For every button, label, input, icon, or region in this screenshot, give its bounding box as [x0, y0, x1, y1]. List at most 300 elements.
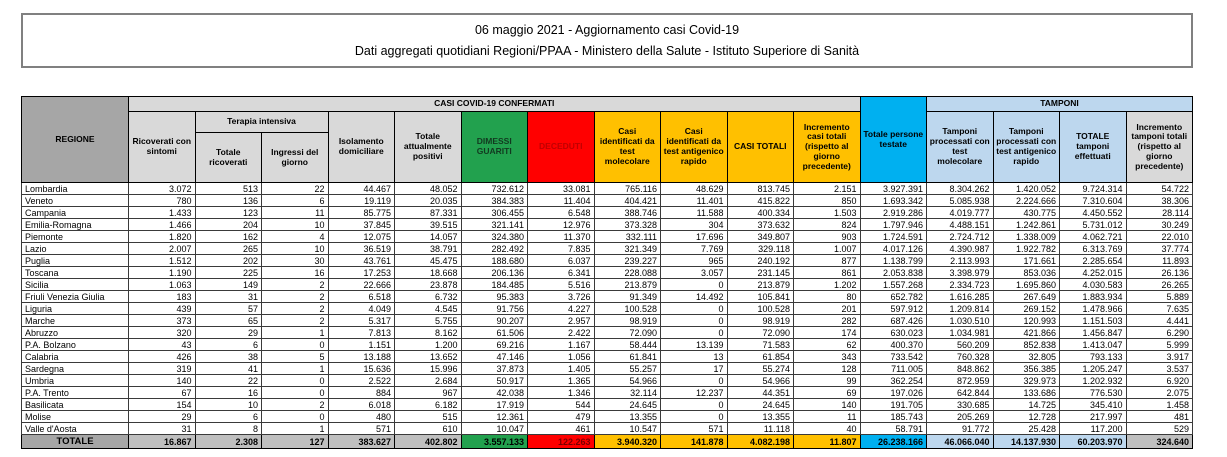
value-cell: 11.118 — [727, 423, 794, 435]
value-cell: 7.835 — [528, 243, 595, 255]
table-row — [22, 423, 1193, 435]
value-cell: 6 — [195, 339, 262, 351]
value-cell: 18.668 — [395, 267, 462, 279]
value-cell: 225 — [195, 267, 262, 279]
value-cell: 3.398.979 — [927, 267, 994, 279]
value-cell: 15.996 — [395, 363, 462, 375]
value-cell: 1.138.799 — [860, 255, 927, 267]
region-cell: Emilia-Romagna — [22, 219, 129, 231]
value-cell: 162 — [195, 231, 262, 243]
table-row — [22, 195, 1193, 207]
value-cell: 0 — [661, 279, 728, 291]
value-cell: 47.146 — [461, 351, 528, 363]
value-cell: 760.328 — [927, 351, 994, 363]
value-cell: 26.265 — [1126, 279, 1193, 291]
value-cell: 38.791 — [395, 243, 462, 255]
total-value-cell: 14.137.930 — [993, 435, 1060, 449]
value-cell: 13.188 — [328, 351, 395, 363]
value-cell: 1.190 — [129, 267, 196, 279]
total-value-cell: 4.082.198 — [727, 435, 794, 449]
value-cell: 5.999 — [1126, 339, 1193, 351]
value-cell: 6.341 — [528, 267, 595, 279]
value-cell: 571 — [661, 423, 728, 435]
value-cell: 0 — [262, 375, 329, 387]
value-cell: 967 — [395, 387, 462, 399]
value-cell: 69.216 — [461, 339, 528, 351]
header-incremento-casi: Incremento casi totali (rispetto al giorno precedente) — [794, 112, 861, 183]
value-cell: 98.919 — [727, 315, 794, 327]
header-ricoverati-sintomi: Ricoverati con sintomi — [129, 112, 196, 183]
value-cell: 0 — [661, 399, 728, 411]
value-cell: 65 — [195, 315, 262, 327]
value-cell: 140 — [794, 399, 861, 411]
value-cell: 12.237 — [661, 387, 728, 399]
value-cell: 0 — [262, 411, 329, 423]
value-cell: 2 — [262, 303, 329, 315]
value-cell: 2.422 — [528, 327, 595, 339]
value-cell: 529 — [1126, 423, 1193, 435]
header-deceduti: DECEDUTI — [528, 112, 595, 183]
value-cell: 43 — [129, 339, 196, 351]
value-cell: 345.410 — [1060, 399, 1127, 411]
value-cell: 50.917 — [461, 375, 528, 387]
table-row — [22, 339, 1193, 351]
value-cell: 4.545 — [395, 303, 462, 315]
region-cell: Toscana — [22, 267, 129, 279]
region-cell: Basilicata — [22, 399, 129, 411]
region-cell: Sicilia — [22, 279, 129, 291]
value-cell: 26.136 — [1126, 267, 1193, 279]
value-cell: 22.010 — [1126, 231, 1193, 243]
value-cell: 0 — [661, 315, 728, 327]
value-cell: 11.404 — [528, 195, 595, 207]
value-cell: 11 — [794, 411, 861, 423]
value-cell: 1 — [262, 363, 329, 375]
value-cell: 321.141 — [461, 219, 528, 231]
total-value-cell: 46.066.040 — [927, 435, 994, 449]
value-cell: 29 — [129, 411, 196, 423]
value-cell: 6.548 — [528, 207, 595, 219]
value-cell: 1.346 — [528, 387, 595, 399]
value-cell: 2 — [262, 315, 329, 327]
value-cell: 630.023 — [860, 327, 927, 339]
value-cell: 1.167 — [528, 339, 595, 351]
value-cell: 404.421 — [594, 195, 661, 207]
value-cell: 213.879 — [727, 279, 794, 291]
value-cell: 6.037 — [528, 255, 595, 267]
value-cell: 349.807 — [727, 231, 794, 243]
value-cell: 13.139 — [661, 339, 728, 351]
value-cell: 1.034.981 — [927, 327, 994, 339]
value-cell: 24.645 — [727, 399, 794, 411]
value-cell: 87.331 — [395, 207, 462, 219]
value-cell: 13.355 — [727, 411, 794, 423]
value-cell: 400.334 — [727, 207, 794, 219]
value-cell: 5.889 — [1126, 291, 1193, 303]
table-row — [22, 303, 1193, 315]
value-cell: 117.200 — [1060, 423, 1127, 435]
value-cell: 373.632 — [727, 219, 794, 231]
value-cell: 6 — [195, 411, 262, 423]
value-cell: 0 — [661, 375, 728, 387]
value-cell: 1.456.847 — [1060, 327, 1127, 339]
value-cell: 28.114 — [1126, 207, 1193, 219]
value-cell: 48.629 — [661, 183, 728, 195]
value-cell: 5.755 — [395, 315, 462, 327]
value-cell: 19.119 — [328, 195, 395, 207]
value-cell: 1.922.782 — [993, 243, 1060, 255]
total-value-cell: 16.867 — [129, 435, 196, 449]
value-cell: 3.537 — [1126, 363, 1193, 375]
total-value-cell: 383.627 — [328, 435, 395, 449]
value-cell: 479 — [528, 411, 595, 423]
value-cell: 3.057 — [661, 267, 728, 279]
value-cell: 90.207 — [461, 315, 528, 327]
value-cell: 36.519 — [328, 243, 395, 255]
region-cell: Calabria — [22, 351, 129, 363]
value-cell: 267.649 — [993, 291, 1060, 303]
value-cell: 22.666 — [328, 279, 395, 291]
header-casi-test-antigenico: Casi identificati da test antigenico rapido — [661, 112, 728, 183]
value-cell: 0 — [262, 339, 329, 351]
value-cell: 1.616.285 — [927, 291, 994, 303]
value-cell: 0 — [262, 387, 329, 399]
value-cell: 793.133 — [1060, 351, 1127, 363]
value-cell: 61.854 — [727, 351, 794, 363]
value-cell: 765.116 — [594, 183, 661, 195]
value-cell: 4.450.552 — [1060, 207, 1127, 219]
value-cell: 850 — [794, 195, 861, 207]
value-cell: 430.775 — [993, 207, 1060, 219]
value-cell: 4.441 — [1126, 315, 1193, 327]
value-cell: 571 — [328, 423, 395, 435]
value-cell: 20.035 — [395, 195, 462, 207]
value-cell: 324.380 — [461, 231, 528, 243]
value-cell: 133.686 — [993, 387, 1060, 399]
value-cell: 1.242.861 — [993, 219, 1060, 231]
header-casi-test-molecolare: Casi identificati da test molecolare — [594, 112, 661, 183]
value-cell: 1 — [262, 327, 329, 339]
value-cell: 149 — [195, 279, 262, 291]
value-cell: 282 — [794, 315, 861, 327]
value-cell: 37.845 — [328, 219, 395, 231]
value-cell: 1.466 — [129, 219, 196, 231]
report-subtitle: Dati aggregati quotidiani Regioni/PPAA - Ministero della Salute - Istituto Superiore di Sanità — [354, 44, 860, 58]
value-cell: 8 — [195, 423, 262, 435]
value-cell: 1.365 — [528, 375, 595, 387]
value-cell: 91.349 — [594, 291, 661, 303]
value-cell: 306.455 — [461, 207, 528, 219]
value-cell: 71.583 — [727, 339, 794, 351]
value-cell: 80 — [794, 291, 861, 303]
value-cell: 12.361 — [461, 411, 528, 423]
value-cell: 12.728 — [993, 411, 1060, 423]
value-cell: 184.485 — [461, 279, 528, 291]
header-terapia-intensiva: Terapia intensiva — [195, 112, 328, 133]
value-cell: 62 — [794, 339, 861, 351]
value-cell: 0 — [661, 303, 728, 315]
value-cell: 848.862 — [927, 363, 994, 375]
value-cell: 10.047 — [461, 423, 528, 435]
value-cell: 5.317 — [328, 315, 395, 327]
value-cell: 191.705 — [860, 399, 927, 411]
value-cell: 687.426 — [860, 315, 927, 327]
table-row — [22, 351, 1193, 363]
value-cell: 1.557.268 — [860, 279, 927, 291]
table-row — [22, 219, 1193, 231]
value-cell: 6.518 — [328, 291, 395, 303]
value-cell: 72.090 — [727, 327, 794, 339]
value-cell: 362.254 — [860, 375, 927, 387]
value-cell: 16 — [262, 267, 329, 279]
value-cell: 6.920 — [1126, 375, 1193, 387]
value-cell: 439 — [129, 303, 196, 315]
table-row — [22, 267, 1193, 279]
value-cell: 91.756 — [461, 303, 528, 315]
value-cell: 6.290 — [1126, 327, 1193, 339]
banner-tamponi: TAMPONI — [927, 97, 1193, 112]
value-cell: 41 — [195, 363, 262, 375]
value-cell: 1.202.932 — [1060, 375, 1127, 387]
value-cell: 22 — [262, 183, 329, 195]
covid-data-table — [21, 96, 1193, 449]
header-incremento-tamponi: Incremento tamponi totali (rispetto al giorno precedente) — [1126, 112, 1193, 183]
value-cell: 11.893 — [1126, 255, 1193, 267]
region-cell: P.A. Trento — [22, 387, 129, 399]
value-cell: 1.512 — [129, 255, 196, 267]
report-title-box — [21, 13, 1193, 68]
value-cell: 183 — [129, 291, 196, 303]
value-cell: 4.030.583 — [1060, 279, 1127, 291]
table-row — [22, 327, 1193, 339]
value-cell: 1.202 — [794, 279, 861, 291]
value-cell: 58.791 — [860, 423, 927, 435]
value-cell: 480 — [328, 411, 395, 423]
value-cell: 872.959 — [927, 375, 994, 387]
value-cell: 30 — [262, 255, 329, 267]
value-cell: 16 — [195, 387, 262, 399]
value-cell: 44.467 — [328, 183, 395, 195]
value-cell: 1.503 — [794, 207, 861, 219]
value-cell: 1.478.966 — [1060, 303, 1127, 315]
header-ingressi-giorno: Ingressi del giorno — [262, 133, 329, 183]
header-persone-testate: Totale persone testate — [860, 97, 927, 183]
value-cell: 11.401 — [661, 195, 728, 207]
value-cell: 17 — [661, 363, 728, 375]
total-value-cell: 127 — [262, 435, 329, 449]
value-cell: 1.030.510 — [927, 315, 994, 327]
value-cell: 1.413.047 — [1060, 339, 1127, 351]
table-row — [22, 255, 1193, 267]
value-cell: 58.444 — [594, 339, 661, 351]
value-cell: 95.383 — [461, 291, 528, 303]
value-cell: 205.269 — [927, 411, 994, 423]
value-cell: 33.081 — [528, 183, 595, 195]
value-cell: 10.547 — [594, 423, 661, 435]
value-cell: 40 — [794, 423, 861, 435]
value-cell: 824 — [794, 219, 861, 231]
table-body — [22, 183, 1193, 449]
region-cell: Piemonte — [22, 231, 129, 243]
value-cell: 4.227 — [528, 303, 595, 315]
value-cell: 120.993 — [993, 315, 1060, 327]
value-cell: 17.919 — [461, 399, 528, 411]
value-cell: 877 — [794, 255, 861, 267]
value-cell: 965 — [661, 255, 728, 267]
region-cell: Puglia — [22, 255, 129, 267]
value-cell: 5 — [262, 351, 329, 363]
value-cell: 231.145 — [727, 267, 794, 279]
value-cell: 17.253 — [328, 267, 395, 279]
value-cell: 732.612 — [461, 183, 528, 195]
value-cell: 123 — [195, 207, 262, 219]
table-row — [22, 291, 1193, 303]
value-cell: 320 — [129, 327, 196, 339]
value-cell: 2.007 — [129, 243, 196, 255]
value-cell: 140 — [129, 375, 196, 387]
table-row — [22, 183, 1193, 195]
total-value-cell: 60.203.970 — [1060, 435, 1127, 449]
report-title: 06 maggio 2021 - Aggiornamento casi Covid-19 — [474, 23, 740, 37]
header-dimessi-guariti: DIMESSI GUARITI — [461, 112, 528, 183]
value-cell: 2.684 — [395, 375, 462, 387]
total-value-cell: 2.308 — [195, 435, 262, 449]
value-cell: 30.249 — [1126, 219, 1193, 231]
value-cell: 2.075 — [1126, 387, 1193, 399]
value-cell: 7.635 — [1126, 303, 1193, 315]
value-cell: 356.385 — [993, 363, 1060, 375]
total-value-cell: 3.557.133 — [461, 435, 528, 449]
value-cell: 384.383 — [461, 195, 528, 207]
value-cell: 188.680 — [461, 255, 528, 267]
value-cell: 7.769 — [661, 243, 728, 255]
value-cell: 400.370 — [860, 339, 927, 351]
value-cell: 13 — [661, 351, 728, 363]
region-cell: Veneto — [22, 195, 129, 207]
region-cell: Friuli Venezia Giulia — [22, 291, 129, 303]
value-cell: 239.227 — [594, 255, 661, 267]
total-value-cell: 3.940.320 — [594, 435, 661, 449]
value-cell: 67 — [129, 387, 196, 399]
value-cell: 0 — [661, 411, 728, 423]
value-cell: 1.338.009 — [993, 231, 1060, 243]
value-cell: 1.695.860 — [993, 279, 1060, 291]
header-totale-tamponi: TOTALE tamponi effettuati — [1060, 112, 1127, 183]
value-cell: 48.052 — [395, 183, 462, 195]
value-cell: 5.516 — [528, 279, 595, 291]
value-cell: 884 — [328, 387, 395, 399]
value-cell: 31 — [129, 423, 196, 435]
table-row — [22, 411, 1193, 423]
table-row — [22, 207, 1193, 219]
value-cell: 171.661 — [993, 255, 1060, 267]
value-cell: 69 — [794, 387, 861, 399]
total-value-cell: 402.802 — [395, 435, 462, 449]
region-cell: Lombardia — [22, 183, 129, 195]
value-cell: 421.866 — [993, 327, 1060, 339]
value-cell: 61.841 — [594, 351, 661, 363]
value-cell: 3.927.391 — [860, 183, 927, 195]
value-cell: 11.588 — [661, 207, 728, 219]
table-row — [22, 315, 1193, 327]
value-cell: 44.351 — [727, 387, 794, 399]
value-cell: 10 — [195, 399, 262, 411]
value-cell: 8.304.262 — [927, 183, 994, 195]
table-row — [22, 375, 1193, 387]
value-cell: 2 — [262, 291, 329, 303]
value-cell: 4.488.151 — [927, 219, 994, 231]
value-cell: 32.114 — [594, 387, 661, 399]
value-cell: 13.652 — [395, 351, 462, 363]
value-cell: 42.038 — [461, 387, 528, 399]
value-cell: 99 — [794, 375, 861, 387]
value-cell: 2.724.712 — [927, 231, 994, 243]
region-cell: Marche — [22, 315, 129, 327]
value-cell: 7.310.604 — [1060, 195, 1127, 207]
value-cell: 17.696 — [661, 231, 728, 243]
value-cell: 5.085.938 — [927, 195, 994, 207]
value-cell: 330.685 — [927, 399, 994, 411]
value-cell: 3.072 — [129, 183, 196, 195]
value-cell: 10 — [262, 243, 329, 255]
value-cell: 10 — [262, 219, 329, 231]
value-cell: 61.506 — [461, 327, 528, 339]
value-cell: 1.420.052 — [993, 183, 1060, 195]
value-cell: 8.162 — [395, 327, 462, 339]
value-cell: 55.257 — [594, 363, 661, 375]
value-cell: 2 — [262, 279, 329, 291]
value-cell: 11 — [262, 207, 329, 219]
value-cell: 1.063 — [129, 279, 196, 291]
value-cell: 14.725 — [993, 399, 1060, 411]
value-cell: 1.200 — [395, 339, 462, 351]
region-cell: Liguria — [22, 303, 129, 315]
value-cell: 2.285.654 — [1060, 255, 1127, 267]
table-row — [22, 363, 1193, 375]
value-cell: 206.136 — [461, 267, 528, 279]
value-cell: 37.774 — [1126, 243, 1193, 255]
value-cell: 1.797.946 — [860, 219, 927, 231]
value-cell: 513 — [195, 183, 262, 195]
value-cell: 373 — [129, 315, 196, 327]
value-cell: 185.743 — [860, 411, 927, 423]
value-cell: 25.428 — [993, 423, 1060, 435]
value-cell: 32.805 — [993, 351, 1060, 363]
value-cell: 1.056 — [528, 351, 595, 363]
table-row — [22, 387, 1193, 399]
value-cell: 128 — [794, 363, 861, 375]
value-cell: 13.355 — [594, 411, 661, 423]
value-cell: 55.274 — [727, 363, 794, 375]
region-cell: Molise — [22, 411, 129, 423]
value-cell: 217.997 — [1060, 411, 1127, 423]
value-cell: 3.726 — [528, 291, 595, 303]
value-cell: 98.919 — [594, 315, 661, 327]
value-cell: 228.088 — [594, 267, 661, 279]
value-cell: 38 — [195, 351, 262, 363]
value-cell: 780 — [129, 195, 196, 207]
value-cell: 4.390.987 — [927, 243, 994, 255]
value-cell: 240.192 — [727, 255, 794, 267]
value-cell: 321.349 — [594, 243, 661, 255]
value-cell: 461 — [528, 423, 595, 435]
table-row — [22, 231, 1193, 243]
value-cell: 11.370 — [528, 231, 595, 243]
value-cell: 597.912 — [860, 303, 927, 315]
value-cell: 903 — [794, 231, 861, 243]
value-cell: 23.878 — [395, 279, 462, 291]
value-cell: 12.976 — [528, 219, 595, 231]
